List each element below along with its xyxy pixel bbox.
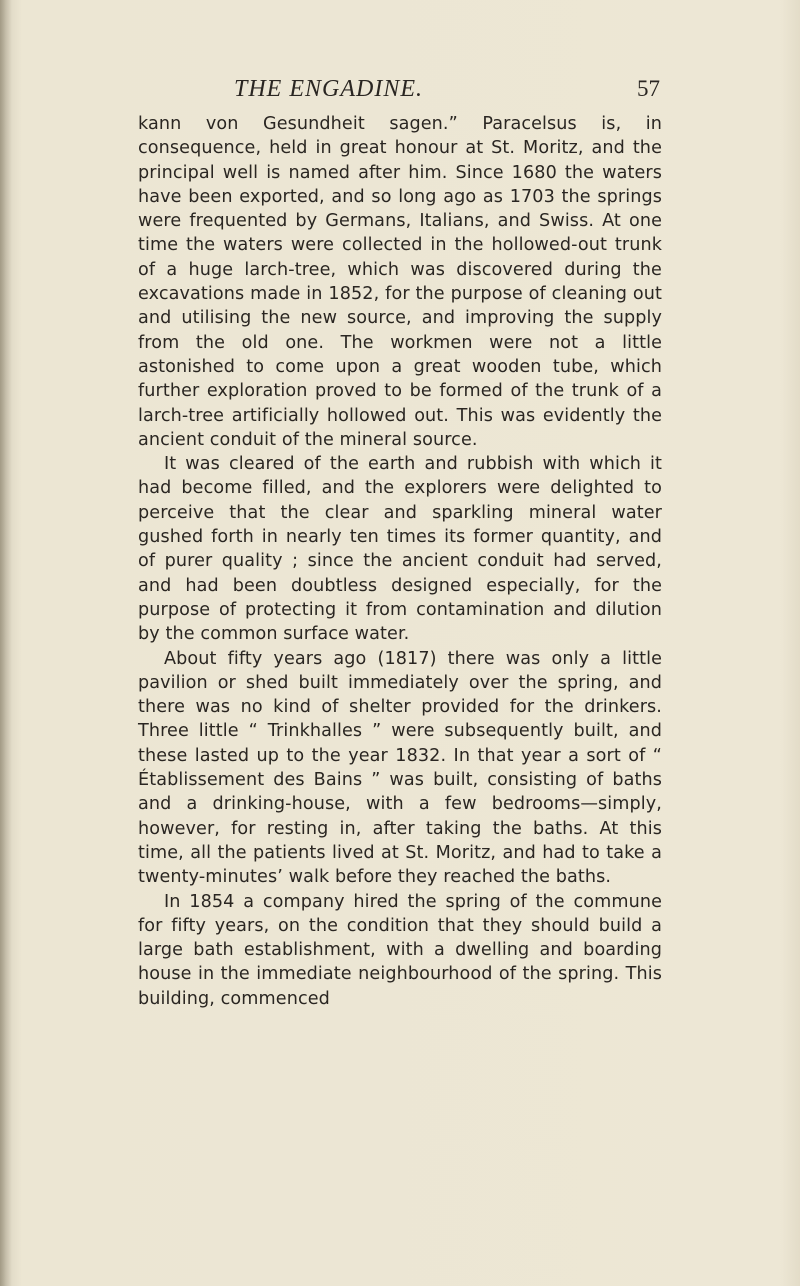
paragraph-1: kann von Gesundheit sagen.” Paracelsus is, in consequence, held in great honour at St. Moritz, and the principal well is named after him. Since 1680 the waters have been exported, and so long ago as 1703 the springs were frequented by Germans, Italians, and Swiss. At one time the waters were collected in the hollowed-out trunk of a huge larch-tree, which was discovered during the excavations made in 1852, for the purpose of cleaning out and utilising the new source, and improving the supply from the old one. The workmen were not a little astonished to come upon a great wooden tube, which further exploration proved to be formed of the trunk of a larch-tree artificially hollowed out. This was evidently the ancient conduit of the mineral source. bbox=[138, 114, 662, 450]
paragraph-2: It was cleared of the earth and rubbish with which it had become filled, and the explorers were delighted to perceive that the clear and sparkling mineral water gushed forth in nearly ten times its former quantity, and of purer quality ; since the ancient conduit had served, and had been doubtless designed especially, for the purpose of protecting it from contamination and dilution by the common surface water. bbox=[138, 454, 662, 645]
page-spine-shadow bbox=[0, 0, 12, 1286]
paragraph-4: In 1854 a company hired the spring of the commune for fifty years, on the condition that they should build a large bath establishment, with a dwelling and boarding house in the immediate neighbourhood of the spring. This building, commenced bbox=[138, 891, 662, 1009]
body-text bbox=[138, 112, 662, 1011]
page-number: 57 bbox=[637, 76, 660, 101]
paragraph-3: About fifty years ago (1817) there was only a little pavilion or shed built immediately over the spring, and there was no kind of shelter provided for the drinkers. Three little “ Trinkhalles ” were subsequently built, and these lasted up to the year 1832. In that year a sort of “ Établissement des Bains ” was built, consisting of baths and a drinking-house, with a few bedrooms—simply, however, for resting in, after taking the baths. At this time, all the patients lived at St. Moritz, and had to take a twenty-minutes’ walk before they reached the baths. bbox=[138, 648, 662, 888]
running-head bbox=[138, 74, 660, 104]
running-title: THE ENGADINE. bbox=[234, 76, 423, 102]
